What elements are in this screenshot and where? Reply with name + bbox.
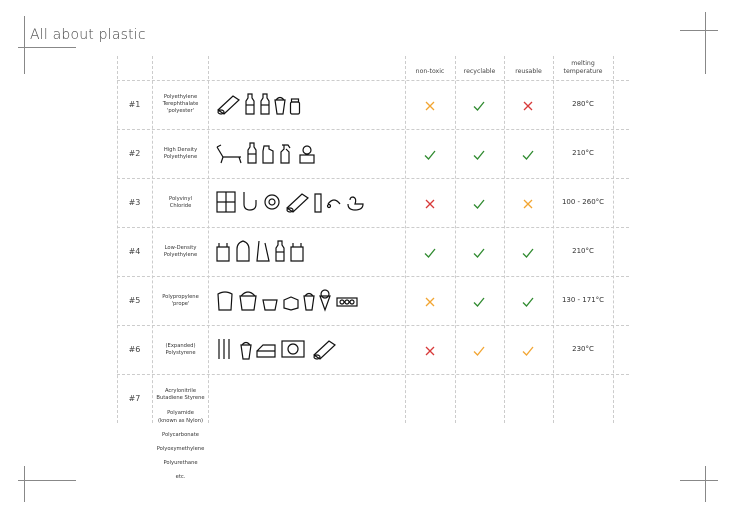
crop-mark — [705, 466, 706, 502]
melting-temperature: 230°C — [572, 344, 594, 353]
plastic-name-line: 'polyester' — [166, 108, 195, 114]
plastic-name-extra: Polyoxymethylene — [156, 446, 205, 452]
product-icons — [215, 190, 368, 218]
roll-icon — [311, 337, 337, 365]
grid-line — [117, 276, 629, 277]
crop-mark — [705, 12, 706, 74]
row-number: #5 — [128, 295, 141, 305]
grid-line — [117, 129, 629, 130]
page-title: All about plastic — [30, 27, 146, 43]
row-number: #6 — [128, 344, 141, 354]
grid-line — [553, 56, 554, 423]
toy-icon — [297, 141, 317, 169]
product-icons — [215, 337, 340, 365]
plastic-name-line: Chloride — [169, 202, 192, 209]
cup-icon — [303, 288, 315, 316]
grid-line — [117, 227, 629, 228]
product-icons — [215, 239, 308, 267]
plastic-name-line: Low-Density — [164, 244, 197, 251]
cable-icon — [326, 190, 342, 218]
plastic-name — [153, 343, 208, 357]
check-icon — [472, 245, 486, 259]
grid-line — [208, 56, 209, 423]
bottle-icon — [259, 92, 271, 120]
row-number: #2 — [128, 148, 141, 158]
header-melting-temperature: melting temperature — [563, 60, 603, 75]
jug-icon — [261, 141, 275, 169]
tube-icon — [313, 190, 323, 218]
duck-icon — [345, 190, 365, 218]
hose-icon — [263, 190, 281, 218]
chair-icon — [215, 141, 243, 169]
row-number: #4 — [128, 246, 141, 256]
cup-icon — [274, 92, 286, 120]
plastic-name — [153, 388, 208, 402]
check-icon — [472, 343, 486, 357]
plastic-name-extra: Polyurethane — [163, 460, 198, 466]
product-icons — [215, 92, 304, 120]
header-non-toxic: non-toxic — [415, 68, 445, 75]
grid-line — [117, 178, 629, 179]
plastic-name — [153, 94, 208, 115]
row-number: #7 — [128, 393, 141, 403]
bottle-icon — [244, 92, 256, 120]
plastic-name-line: Polypropylene — [162, 293, 199, 300]
grid-line — [613, 56, 614, 423]
row-number: #1 — [128, 99, 141, 109]
grid-line — [117, 374, 629, 375]
plastic-name-line: Polystyrene — [165, 349, 196, 356]
product-icons — [215, 288, 362, 316]
bottle-icon — [246, 141, 258, 169]
plastic-name — [153, 196, 208, 210]
product-icons — [215, 141, 320, 169]
bottle-icon — [274, 239, 286, 267]
cutlery-icon — [215, 337, 237, 365]
grid-line — [455, 56, 456, 423]
crop-mark — [18, 480, 76, 481]
roll-icon — [215, 92, 241, 120]
plastic-name-line: Polyethylene — [163, 94, 198, 100]
crop-mark — [18, 47, 76, 48]
grid-line — [405, 56, 406, 423]
jar-icon — [289, 92, 301, 120]
check-icon — [472, 294, 486, 308]
window-icon — [215, 190, 237, 218]
cross-icon — [521, 196, 535, 210]
crop-mark — [24, 16, 25, 74]
plastic-name-line: Terephthalate — [162, 101, 199, 107]
check-icon — [472, 196, 486, 210]
check-icon — [521, 147, 535, 161]
box-icon — [282, 288, 300, 316]
bucket-icon — [238, 288, 258, 316]
raincoat-icon — [234, 239, 252, 267]
cross-icon — [423, 343, 437, 357]
cross-icon — [521, 98, 535, 112]
header-recyclable: recyclable — [463, 68, 496, 75]
check-icon — [521, 245, 535, 259]
bag-icon — [289, 239, 305, 267]
crop-mark — [680, 30, 718, 31]
check-icon — [521, 343, 535, 357]
plastic-name-extra: etc. — [175, 474, 186, 480]
grid-line — [117, 80, 629, 81]
plastic-name-line: High Density — [163, 146, 198, 153]
plastic-name-line: Acrylonitrile — [164, 388, 197, 394]
plastic-name — [153, 294, 208, 308]
cd-icon — [280, 337, 308, 365]
melting-temperature: 280°C — [572, 99, 594, 108]
tub-icon — [261, 288, 279, 316]
check-icon — [521, 294, 535, 308]
pipe-icon — [240, 190, 260, 218]
cross-icon — [423, 98, 437, 112]
plastic-name-extra: Polyamide — [167, 410, 194, 416]
cape-icon — [255, 239, 271, 267]
cross-icon — [423, 196, 437, 210]
tray-icon — [335, 288, 359, 316]
crop-mark — [24, 466, 25, 502]
grid-line — [504, 56, 505, 423]
check-icon — [423, 245, 437, 259]
grid-line — [117, 56, 118, 423]
plastic-name-line: Polyethylene — [163, 153, 198, 160]
cone-icon — [318, 288, 332, 316]
check-icon — [472, 147, 486, 161]
container-icon — [255, 337, 277, 365]
melting-temperature: 210°C — [572, 246, 594, 255]
check-icon — [423, 147, 437, 161]
plastic-name-line: Polyethylene — [163, 251, 198, 258]
cup-icon — [240, 337, 252, 365]
row-number: #3 — [128, 197, 141, 207]
plastic-name-line: 'prope' — [171, 300, 190, 307]
melting-temperature: 100 - 260°C — [561, 197, 605, 206]
crop-mark — [680, 480, 718, 481]
plastic-name-line: Butadiene Styrene — [156, 395, 205, 401]
melting-temperature: 130 - 171°C — [561, 295, 605, 304]
check-icon — [472, 98, 486, 112]
plastic-name-extra: Polycarbonate — [162, 432, 199, 438]
plastic-name-line: (Expanded) — [165, 342, 196, 349]
cross-icon — [423, 294, 437, 308]
plastic-name-extra: (known as Nylon) — [157, 418, 204, 424]
sack-icon — [215, 288, 235, 316]
spray-icon — [278, 141, 294, 169]
roll-icon — [284, 190, 310, 218]
plastic-name — [153, 245, 208, 259]
melting-temperature: 210°C — [572, 148, 594, 157]
header-reusable: reusable — [515, 68, 542, 75]
plastic-name — [153, 147, 208, 161]
bag-icon — [215, 239, 231, 267]
grid-line — [117, 325, 629, 326]
plastic-name-line: Polyvinyl — [169, 195, 192, 202]
